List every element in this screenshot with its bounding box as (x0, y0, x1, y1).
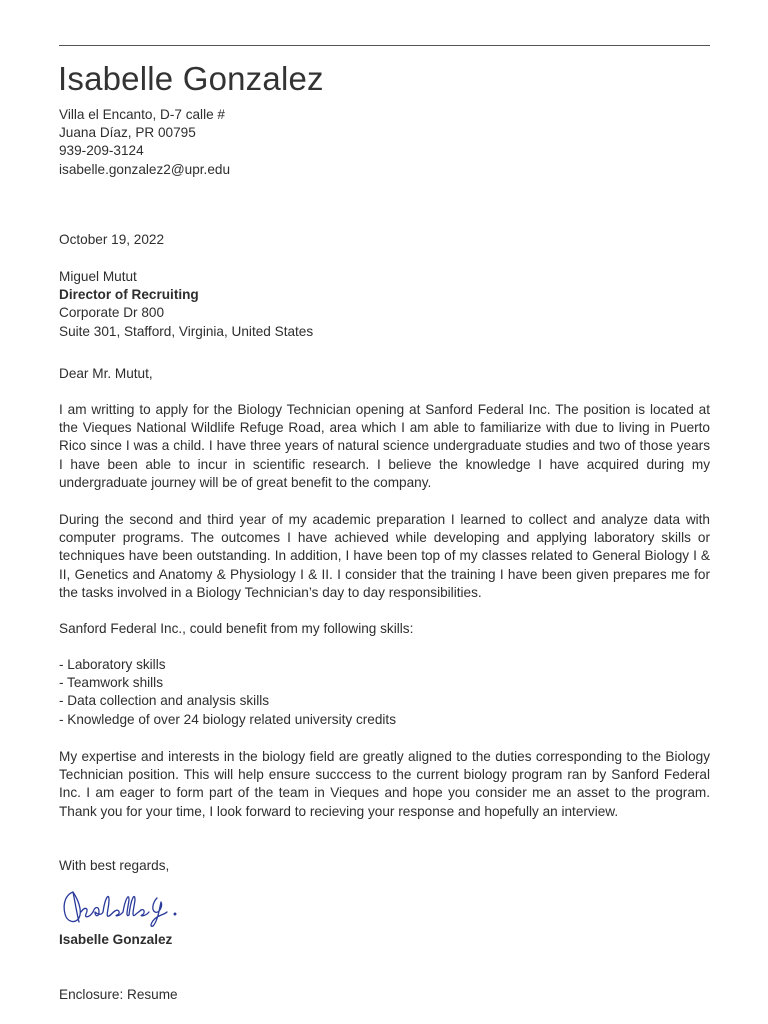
sender-name: Isabelle Gonzalez (58, 60, 324, 97)
sender-phone: 939-209-3124 (59, 143, 144, 159)
salutation-text: Dear Mr. Mutut, (59, 366, 153, 381)
signer-name: Isabelle Gonzalez (59, 932, 173, 947)
sender-contact (59, 106, 710, 179)
recipient-block (59, 268, 710, 341)
salutation (59, 365, 710, 383)
paragraph-experience: During the second and third year of my academic preparation I learned to collect and analyze data with computer programs. The outcomes I have achieved while developing and applying laboratory skills or techniques have been outstanding. In addition, I have been top of my classes related to General Biology I & II, Genetics and Anatomy & Physiology I & II. I consider that the training I have been given prepares me for the tasks involved in a Biology Technician’s day to day responsibilities. (59, 512, 710, 600)
closing-text: With best regards, (59, 858, 170, 873)
enclosure-text: Enclosure: Resume (59, 987, 178, 1002)
list-item: - Knowledge of over 24 biology related university credits (59, 711, 397, 727)
list-item: - Teamwork shills (59, 675, 163, 691)
list-item: - Data collection and analysis skills (59, 693, 270, 709)
paragraph-closing: My expertise and interests in the biology field are greatly aligned to the duties corresponding to the Biology Technician position. This will help ensure succcess to the current biology program ran by Sanford Federal Inc. I am eager to form part of the team in Vieques and hope you consider me an asset to the program. Thank you for your time, I look forward to recieving your response and hopefully an interview. (59, 749, 710, 819)
recipient-name: Miguel Mutut (59, 269, 137, 284)
sender-email: isabelle.gonzalez2@upr.edu (59, 161, 231, 177)
recipient-title: Director of Recruiting (59, 287, 199, 303)
letter-date-text: October 19, 2022 (59, 232, 165, 247)
sender-address-line2: Juana Díaz, PR 00795 (59, 125, 196, 141)
closing (59, 857, 710, 875)
signer-block (59, 931, 710, 949)
recipient-address-line1: Corporate Dr 800 (59, 305, 165, 321)
paragraph-intro: I am writting to apply for the Biology Technician opening at Sanford Federal Inc. The position is located at the Vieques National Wildlife Refuge Road, area which I am able to familiarize with due to living in Puerto Rico since I was a child. I have three years of natural science undergraduate studies and two of those years I have been able to incur in scientific research. I believe the knowledge I have acquired during my undergraduate journey will be of great benefit to the company. (59, 402, 710, 490)
paragraph-skills-intro: Sanford Federal Inc., could benefit from my following skills: (59, 621, 414, 636)
letter-date (59, 231, 710, 249)
skills-list (59, 656, 396, 729)
list-item: - Laboratory skills (59, 657, 166, 672)
recipient-address-line2: Suite 301, Stafford, Virginia, United States (59, 323, 314, 339)
header-divider (59, 45, 710, 46)
sender-address-line1: Villa el Encanto, D-7 calle # (59, 107, 225, 122)
handwritten-signature (59, 884, 181, 930)
enclosure (59, 986, 710, 1004)
